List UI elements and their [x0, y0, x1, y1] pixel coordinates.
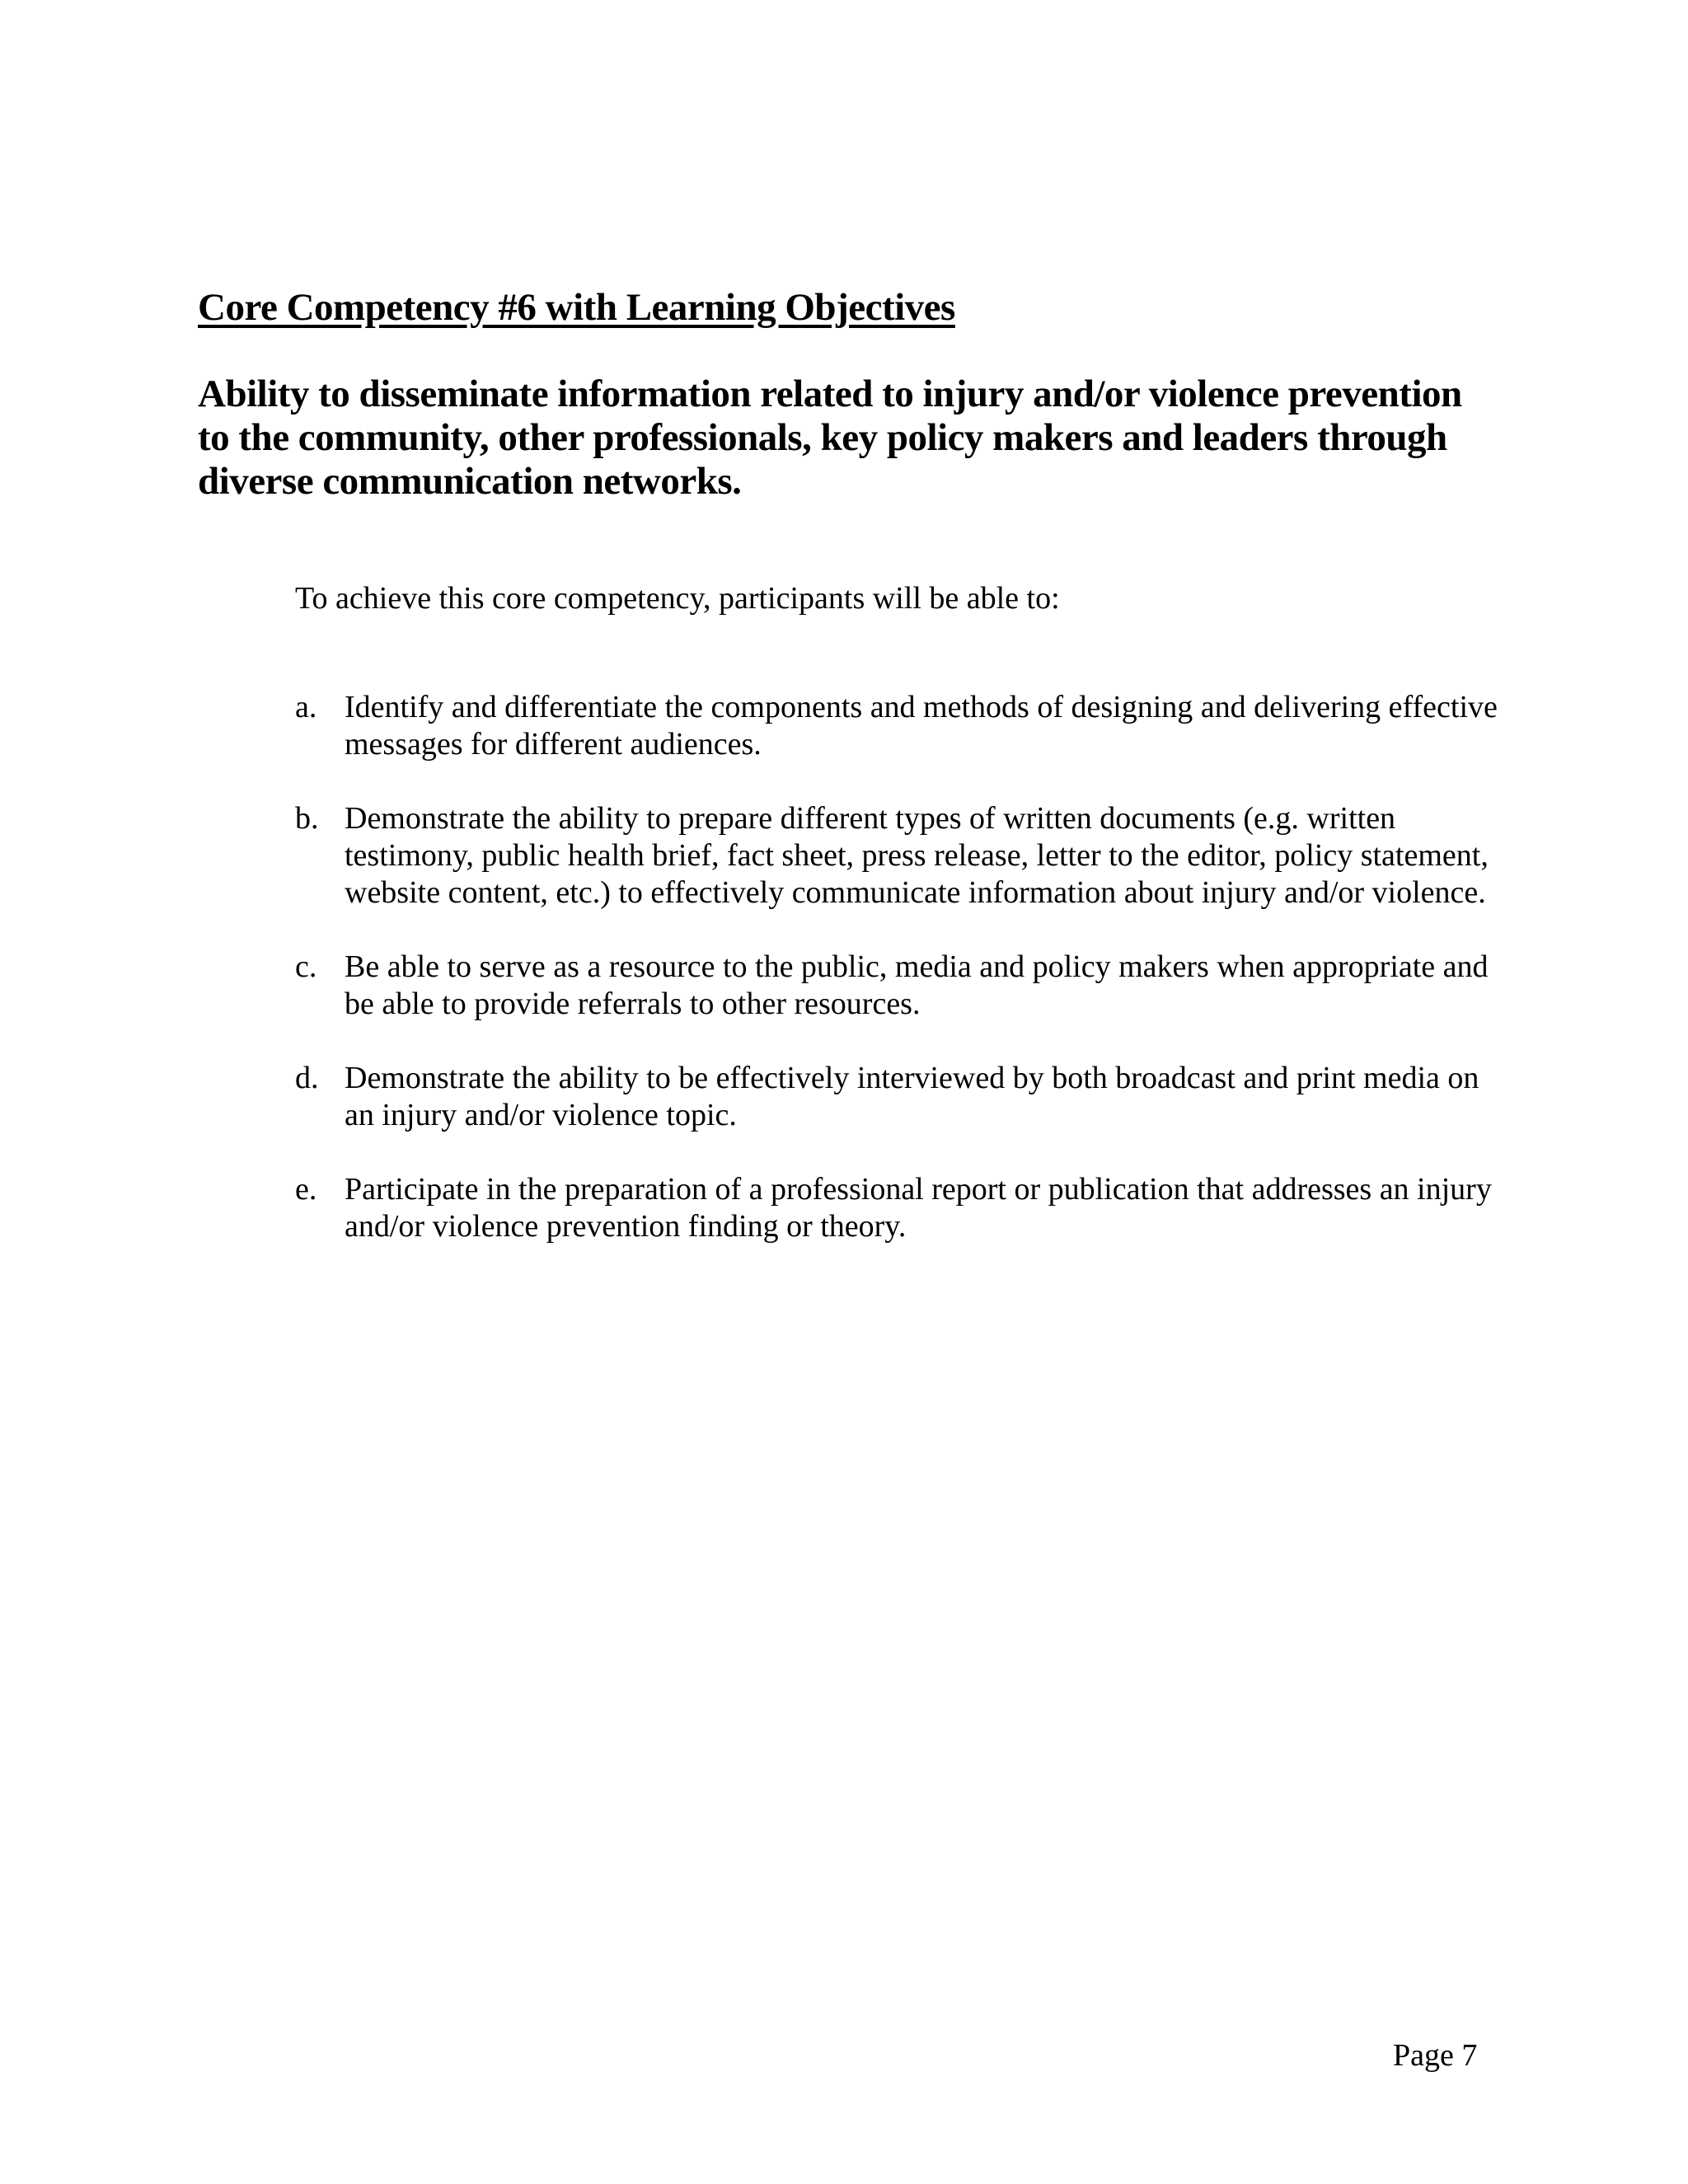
objective-item [295, 1171, 1498, 1245]
objective-marker: e. [295, 1172, 317, 1207]
objective-item [295, 800, 1498, 912]
objective-item [295, 949, 1498, 1023]
intro-text: To achieve this core competency, participants will be able to: [295, 581, 1060, 616]
objective-text: Identify and differentiate the components and methods of designing and delivering effective messages for different audiences. [345, 690, 1498, 762]
objective-marker: c. [295, 949, 317, 984]
section-title: Core Competency #6 with Learning Objectives [198, 286, 955, 329]
page-number: Page 7 [1393, 2038, 1478, 2073]
objective-marker: b. [295, 801, 319, 836]
objective-item [295, 689, 1498, 763]
objective-text: Demonstrate the ability to prepare different types of written documents (e.g. written testimony, public health brief, fact sheet, press release, letter to the editor, policy statement, website content, etc.) to effectively communicate information about injury and/or violence. [345, 801, 1489, 910]
objective-text: Participate in the preparation of a professional report or publication that addresses an injury and/or violence prevention finding or theory. [345, 1172, 1492, 1244]
objective-text: Be able to serve as a resource to the public, media and policy makers when appropriate and be able to provide referrals to other resources. [345, 949, 1489, 1021]
objective-marker: a. [295, 690, 317, 724]
competency-statement: Ability to disseminate information related to injury and/or violence prevention to the community, other professionals, key policy makers and leaders through diverse communication networks. [198, 373, 1462, 503]
learning-objectives-list [295, 689, 1498, 1282]
objective-text: Demonstrate the ability to be effectively interviewed by both broadcast and print media on an injury and/or violence topic. [345, 1061, 1479, 1132]
objective-item [295, 1060, 1498, 1134]
objective-marker: d. [295, 1061, 319, 1095]
